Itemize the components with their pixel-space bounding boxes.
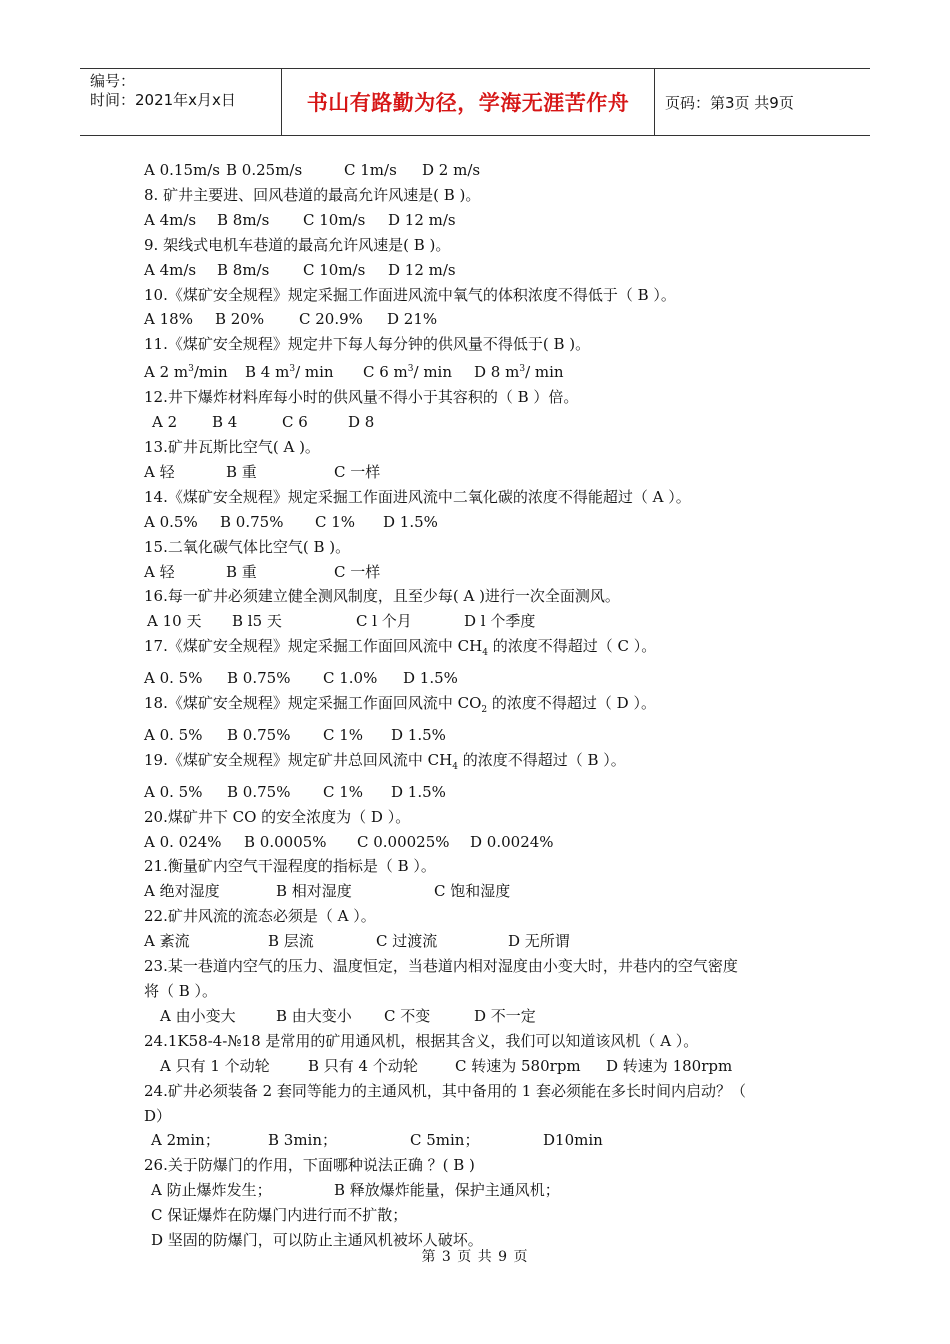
question-line: 11.《煤矿安全规程》规定井下每人每分钟的供风量不得低于( B )。 <box>144 335 591 354</box>
page-footer: 第 3 页 共 9 页 <box>421 1249 529 1265</box>
time-label: 时间：2021年x月x日 <box>90 91 236 109</box>
question-line: 14.《煤矿安全规程》规定采掘工作面进风流中二氧化碳的浓度不得能超过（ A ）。 <box>144 487 691 506</box>
options-line: A 绝对湿度 B 相对湿度 C 饱和湿度 <box>144 882 511 901</box>
question-line: 26.关于防爆门的作用，下面哪种说法正确 ？( B ) <box>144 1156 475 1175</box>
options-line: A 轻 B 重 C 一样 <box>144 462 381 481</box>
question-line: 24.1K58-4-№18 是常用的矿用通风机，根据其含义，我们可以知道该风机（ A ）。 <box>144 1031 699 1050</box>
options-line: A 4m/s B 8m/s C 10m/s D 12 m/s <box>144 260 456 279</box>
question-line: 24.矿井必须装备 2 套同等能力的主通风机，其中备用的 1 套必须能在多长时间内启动？（ <box>144 1081 747 1100</box>
options-line: A 0.15m/s B 0.25m/s C 1m/s D 2 m/s <box>144 161 481 179</box>
question-line: 10.《煤矿安全规程》规定采掘工作面进风流中氧气的体积浓度不得低于（ B ）。 <box>144 285 676 304</box>
question-line: 13.矿井瓦斯比空气( A )。 <box>144 437 320 456</box>
options-line: A 0. 5% B 0.75% C 1% D 1.5% <box>144 725 446 744</box>
options-line: D 坚固的防爆门，可以防止主通风机被坏人破坏。 <box>151 1231 483 1250</box>
question-line: 9. 架线式电机车巷道的最高允许风速是( B )。 <box>144 235 451 254</box>
question-line: 8. 矿井主要进、回风巷道的最高允许风速是( B )。 <box>144 185 481 204</box>
question-line: 17.《煤矿安全规程》规定采掘工作面回风流中 $CH_4$ 的浓度不得超过（ C ）。 <box>144 637 657 659</box>
question-list <box>144 158 814 1253</box>
question-line: 23.某一巷道内空气的压力、温度恒定，当巷道内相对湿度由小变大时，井巷内的空气密度 <box>144 957 738 976</box>
question-line: 15.二氧化碳气体比空气( B )。 <box>144 537 351 556</box>
question-line: D） <box>144 1106 172 1125</box>
options-line: A 10 天 B l5 天 C l 个月 D l 个季度 <box>147 612 536 631</box>
page-header <box>80 68 870 136</box>
question-line: 12.井下爆炸材料库每小时的供风量不得小于其容积的（ B ）倍。 <box>144 388 579 407</box>
options-line: A 由小变大 B 由大变小 C 不变 D 不一定 <box>160 1006 536 1025</box>
options-line: A 18% B 20% C 20.9% D 21% <box>144 310 438 329</box>
options-line: A 4m/s B 8m/s C 10m/s D 12 m/s <box>144 210 456 229</box>
question-line: 22.矿井风流的流态必须是（ A ）。 <box>144 907 376 926</box>
header-meta <box>80 69 282 135</box>
options-line: A 0. 5% B 0.75% C 1% D 1.5% <box>144 782 446 801</box>
options-line: A 0. 024% B 0.0005% C 0.00025% D 0.0024% <box>144 832 554 851</box>
options-line: A 2 $m^3/\min$ B 4 $m^3/$ min C 6 $m^3/$ min D 8 $m^3/$ min <box>144 363 564 382</box>
question-line: 19.《煤矿安全规程》规定矿井总回风流中 $CH_4$ 的浓度不得超过（ B ）。 <box>144 750 626 772</box>
options-line: A 2 B 4 C 6 D 8 <box>152 413 375 432</box>
options-line: A 轻 B 重 C 一样 <box>144 562 381 581</box>
question-line: 将（ B ）。 <box>144 982 218 1000</box>
options-line: A 紊流 B 层流 C 过渡流 D 无所谓 <box>144 932 570 951</box>
options-line: A 只有 1 个动轮 B 只有 4 个动轮 C 转速为 580rpm D 转速为 180rpm <box>160 1056 733 1075</box>
options-line: A 0.5% B 0.75% C 1% D 1.5% <box>144 512 438 531</box>
header-motto: 书山有路勤为径，学海无涯苦作舟 <box>282 69 655 135</box>
number-label: 编号： <box>90 72 136 90</box>
options-line: C 保证爆炸在防爆门内进行而不扩散； <box>151 1206 408 1225</box>
options-line: A 2min； B 3min； C 5min； D10min <box>151 1131 603 1150</box>
header-page-label: 页码：第3页 共9页 <box>665 93 794 112</box>
question-line: 21.衡量矿内空气干湿程度的指标是（ B ）。 <box>144 857 436 876</box>
options-line: A 0. 5% B 0.75% C 1.0% D 1.5% <box>144 669 458 688</box>
question-line: 16.每一矿井必须建立健全测风制度，且至少每( A )进行一次全面测风。 <box>144 587 620 606</box>
question-line: 18.《煤矿安全规程》规定采掘工作面回风流中 $CO_2$ 的浓度不得超过（ D ）。 <box>144 694 656 716</box>
question-line: 20.煤矿井下 CO 的安全浓度为（ D ）。 <box>144 807 411 826</box>
options-line: A 防止爆炸发生； B 释放爆炸能量，保护主通风机； <box>151 1181 560 1200</box>
